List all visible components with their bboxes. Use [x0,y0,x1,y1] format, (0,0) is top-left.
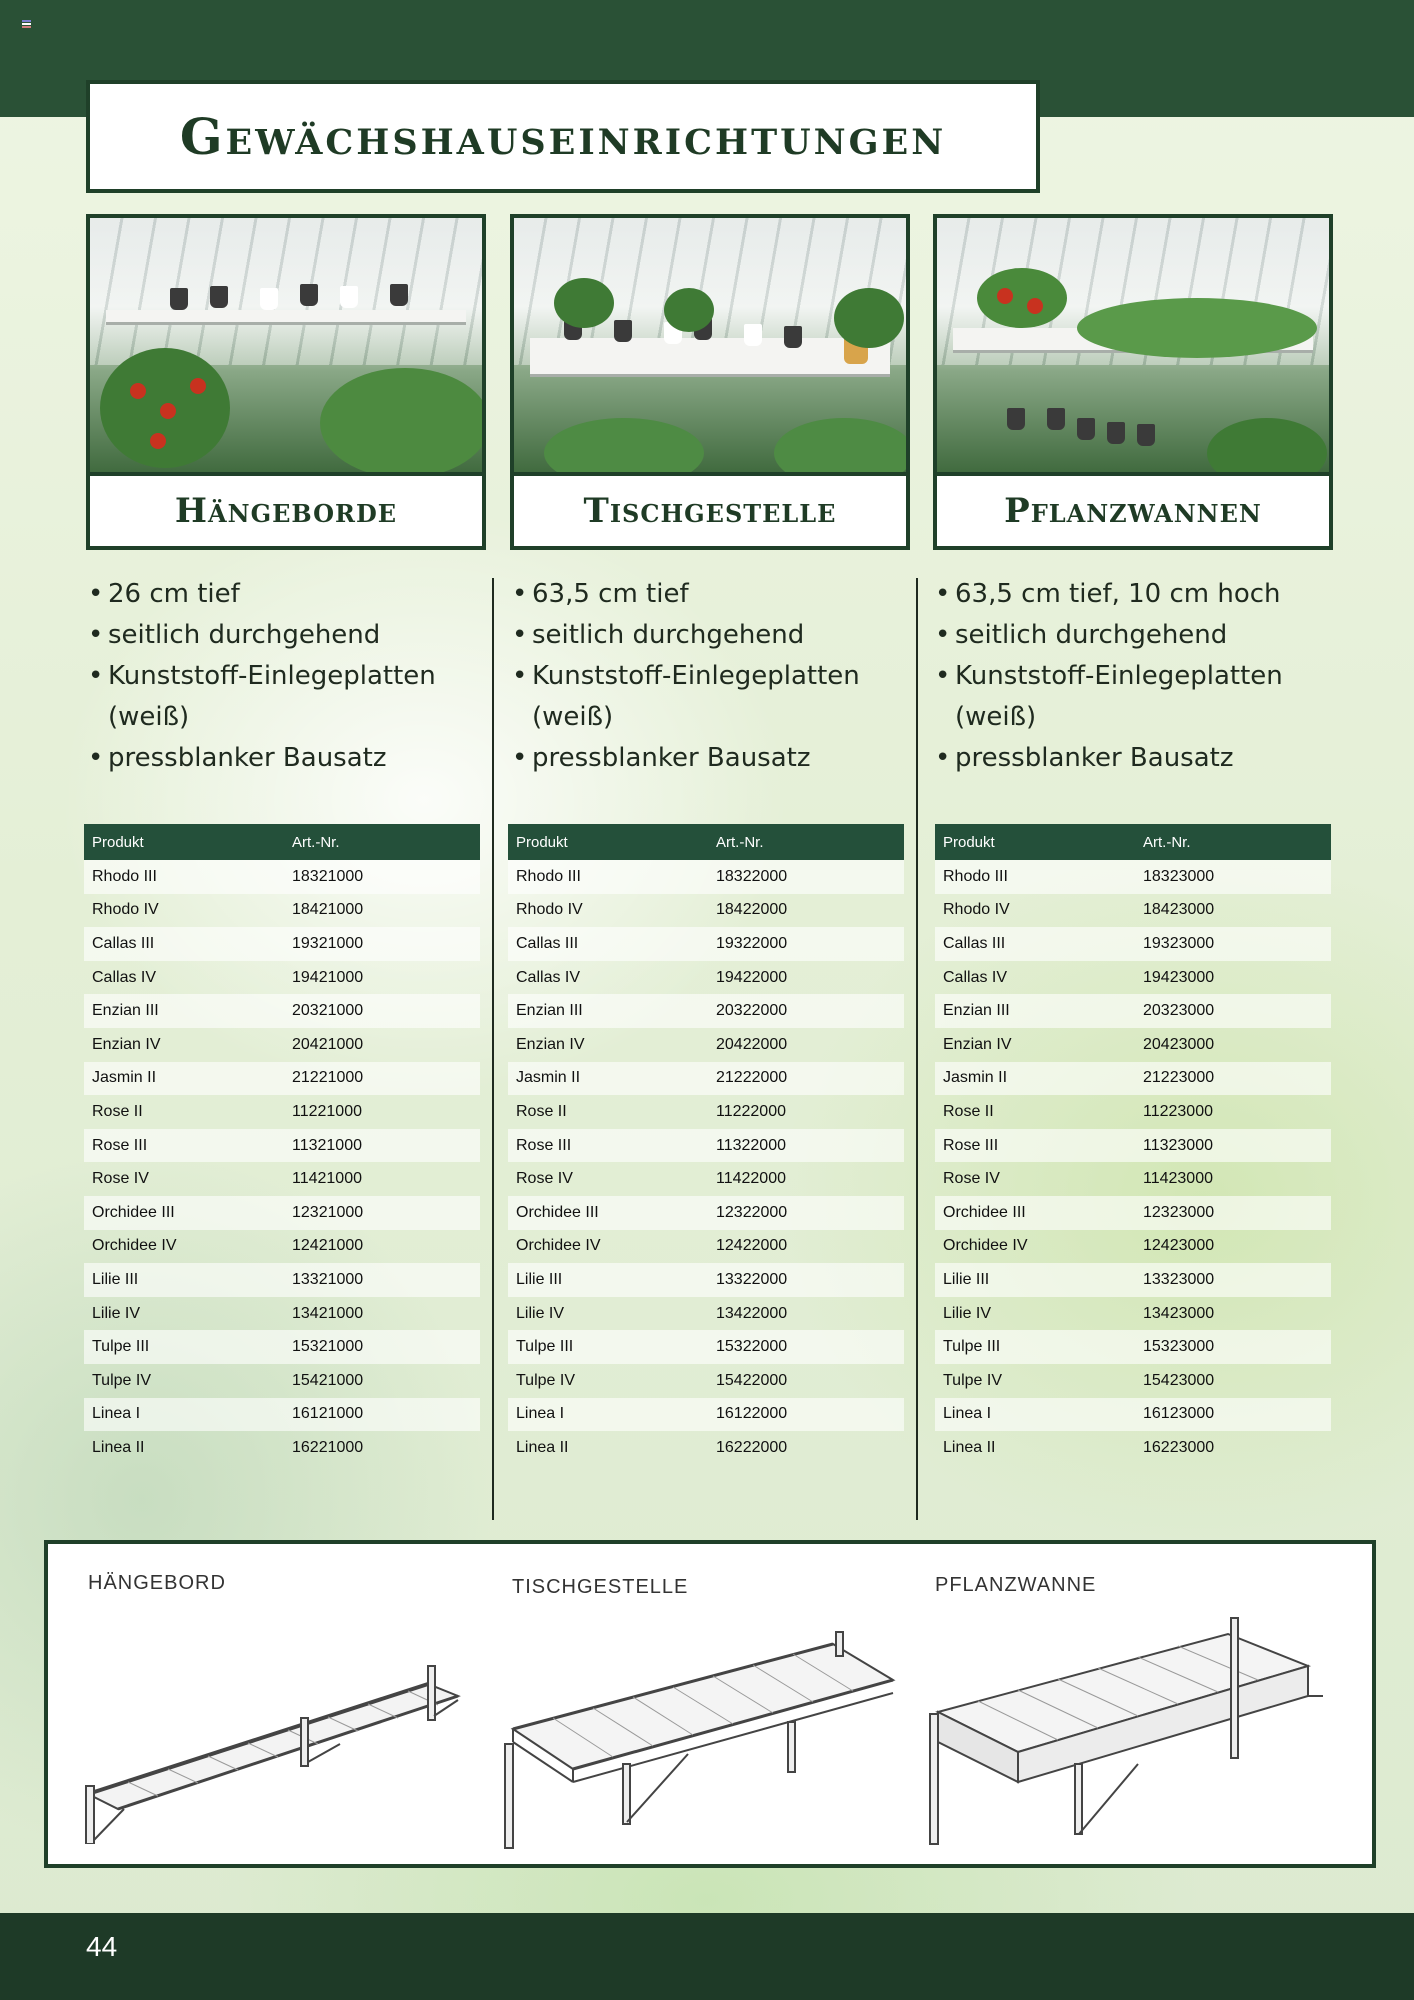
article-number-cell: 13322000 [708,1263,904,1297]
table-row [935,927,1331,961]
article-number-cell: 11322000 [708,1129,904,1163]
product-cell: Jasmin II [935,1062,1135,1096]
table-row [935,1297,1331,1331]
article-number-cell: 19323000 [1135,927,1331,961]
diagram-label-pflanzwanne: PFLANZWANNE [935,1574,1097,1596]
article-number-cell: 20323000 [1135,994,1331,1028]
feature-list [510,574,910,779]
table-row [508,1330,904,1364]
feature-item: • seitlich durchgehend [935,620,1228,650]
table-row [84,860,480,894]
table-row [508,1364,904,1398]
product-cell: Tulpe IV [943,1371,1002,1389]
table-row [935,1431,1331,1465]
product-cell: Rose IV [516,1170,573,1188]
article-number-cell: 20422000 [716,1035,788,1053]
table-row [508,961,904,995]
table-row [84,1263,480,1297]
product-cell: Linea I [508,1398,708,1432]
table-row [935,994,1331,1028]
table-row [84,1364,480,1398]
product-cell: Rhodo IV [92,901,159,919]
article-number-cell: 11422000 [716,1170,786,1188]
table-row [84,1398,480,1432]
column-divider [492,578,494,1520]
tischgestelle-drawing [503,1604,923,1854]
table-row [84,1330,480,1364]
article-number-cell: 11221000 [292,1102,362,1120]
heading-tischgestelle: Tischgestelle [583,491,837,531]
product-cell: Lilie III [935,1263,1135,1297]
article-number-cell: 18321000 [284,860,480,894]
table-row [508,1129,904,1163]
feature-item: • 63,5 cm tief [512,579,689,609]
diagram-label-haengebord: HÄNGEBORD [88,1572,226,1594]
product-cell: Lilie III [84,1263,284,1297]
label-pflanzwannen [933,472,1333,550]
title-box [86,80,1040,193]
article-table-haengeborde [84,824,480,1465]
table-row [508,894,904,928]
product-cell: Rose IV [92,1170,149,1188]
product-cell: Jasmin II [84,1062,284,1096]
product-cell: Rose III [935,1129,1135,1163]
product-cell: Linea II [92,1438,145,1456]
haengebord-drawing [78,1604,478,1844]
pflanzwanne-drawing [928,1604,1348,1854]
table-row [508,994,904,1028]
article-number-cell: 21223000 [1135,1062,1331,1096]
table-row [84,1230,480,1264]
product-cell: Callas III [84,927,284,961]
article-number-cell: 13421000 [292,1304,364,1322]
table-header-cell: Art.-Nr. [708,824,904,860]
product-cell: Linea I [84,1398,284,1432]
table-row [508,1431,904,1465]
feature-item: • pressblanker Bausatz [512,743,811,773]
label-haengeborde [86,472,486,550]
article-number-cell: 20423000 [1143,1035,1215,1053]
product-cell: Enzian IV [943,1035,1012,1053]
feature-item: • Kunststoff-Einlegeplatten (weiß) [88,661,436,732]
table-row [84,1095,480,1129]
table-header-row [508,824,904,860]
heading-haengeborde: Hängeborde [174,491,398,531]
article-number-cell: 13422000 [716,1304,788,1322]
article-number-cell: 18422000 [716,901,788,919]
feature-item: • 63,5 cm tief, 10 cm hoch [935,579,1281,609]
product-cell: Tulpe III [935,1330,1135,1364]
product-cell: Rose II [92,1102,143,1120]
product-cell: Enzian III [508,994,708,1028]
article-number-cell: 13323000 [1135,1263,1331,1297]
article-number-cell: 16221000 [292,1438,364,1456]
article-number-cell: 16123000 [1135,1398,1331,1432]
article-number-cell: 12321000 [284,1196,480,1230]
product-cell: Enzian IV [92,1035,161,1053]
article-number-cell: 18423000 [1143,901,1215,919]
product-cell: Lilie III [508,1263,708,1297]
product-cell: Rhodo III [508,860,708,894]
article-number-cell: 11323000 [1135,1129,1331,1163]
table-row [84,1297,480,1331]
product-cell: Rose III [508,1129,708,1163]
article-table-tischgestelle [508,824,904,1465]
table-row [508,1162,904,1196]
table-row [508,1028,904,1062]
product-cell: Rose II [943,1102,994,1120]
table-row [84,1162,480,1196]
table-header-cell: Produkt [84,824,284,860]
product-cell: Rose IV [943,1170,1000,1188]
product-cell: Enzian III [84,994,284,1028]
product-cell: Orchidee III [508,1196,708,1230]
feature-item: • Kunststoff-Einlegeplatten (weiß) [512,661,860,732]
article-number-cell: 18323000 [1135,860,1331,894]
table-row [935,1398,1331,1432]
table-row [84,1129,480,1163]
table-row [84,1196,480,1230]
table-row [508,1196,904,1230]
product-cell: Rhodo III [935,860,1135,894]
product-cell: Linea II [516,1438,569,1456]
table-row [84,1431,480,1465]
article-number-cell: 12421000 [292,1237,364,1255]
article-number-cell: 12322000 [708,1196,904,1230]
product-cell: Callas IV [92,968,157,986]
article-number-cell: 16223000 [1143,1438,1215,1456]
table-row [84,1062,480,1096]
product-cell: Rhodo IV [516,901,583,919]
table-header-row [935,824,1331,860]
page-number: 44 [86,1931,118,1962]
product-cell: Jasmin II [508,1062,708,1096]
table-header-cell: Produkt [935,824,1135,860]
article-table-pflanzwannen [935,824,1331,1465]
diagram-label-tischgestelle: TISCHGESTELLE [512,1576,689,1598]
flag-icon [22,20,31,28]
article-number-cell: 16121000 [284,1398,480,1432]
article-number-cell: 19322000 [708,927,904,961]
product-cell: Orchidee IV [943,1237,1028,1255]
article-number-cell: 12422000 [716,1237,788,1255]
product-cell: Lilie IV [92,1304,141,1322]
table-row [935,961,1331,995]
table-row [508,1263,904,1297]
column-pflanzwannen [933,214,1333,779]
article-number-cell: 19421000 [292,968,364,986]
product-cell: Tulpe IV [92,1371,151,1389]
article-number-cell: 18322000 [708,860,904,894]
article-number-cell: 15422000 [716,1371,788,1389]
article-number-cell: 15322000 [708,1330,904,1364]
product-cell: Tulpe IV [516,1371,575,1389]
article-number-cell: 15323000 [1135,1330,1331,1364]
article-number-cell: 20421000 [292,1035,364,1053]
article-number-cell: 21222000 [708,1062,904,1096]
feature-item: • seitlich durchgehend [512,620,805,650]
article-number-cell: 15423000 [1143,1371,1215,1389]
table-header-row [84,824,480,860]
table-row [935,1196,1331,1230]
table-header-cell: Art.-Nr. [284,824,480,860]
article-number-cell: 21221000 [284,1062,480,1096]
article-number-cell: 16122000 [708,1398,904,1432]
column-tischgestelle [510,214,910,779]
table-header-cell: Produkt [508,824,708,860]
article-number-cell: 11222000 [716,1102,786,1120]
product-cell: Callas IV [516,968,581,986]
feature-item: • 26 cm tief [88,579,240,609]
article-number-cell: 20321000 [284,994,480,1028]
feature-item: • Kunststoff-Einlegeplatten (weiß) [935,661,1283,732]
product-cell: Rhodo IV [943,901,1010,919]
product-cell: Orchidee III [935,1196,1135,1230]
product-cell: Orchidee IV [516,1237,601,1255]
heading-pflanzwannen: Pflanzwannen [1004,491,1262,531]
product-cell: Orchidee IV [92,1237,177,1255]
greenhouse-photo-pflanzwannen [933,214,1333,476]
product-cell: Callas IV [943,968,1008,986]
product-cell: Rose II [516,1102,567,1120]
article-number-cell: 13321000 [284,1263,480,1297]
greenhouse-photo-haengeborde [86,214,486,476]
feature-list [933,574,1333,779]
product-cell: Rhodo III [84,860,284,894]
table-row [508,860,904,894]
table-row [935,1062,1331,1096]
table-row [508,1297,904,1331]
table-row [84,961,480,995]
product-cell: Enzian III [935,994,1135,1028]
greenhouse-photo-tischgestelle [510,214,910,476]
article-number-cell: 19423000 [1143,968,1215,986]
table-row [84,894,480,928]
table-row [508,1230,904,1264]
product-cell: Lilie IV [943,1304,992,1322]
feature-item: • pressblanker Bausatz [935,743,1234,773]
diagram-box [44,1540,1376,1868]
article-number-cell: 13423000 [1143,1304,1215,1322]
table-row [935,1330,1331,1364]
article-number-cell: 20322000 [708,994,904,1028]
column-divider [916,578,918,1520]
table-row [935,1364,1331,1398]
feature-item: • seitlich durchgehend [88,620,381,650]
table-row [935,1230,1331,1264]
article-number-cell: 11223000 [1143,1102,1213,1120]
table-row [508,927,904,961]
product-cell: Enzian IV [516,1035,585,1053]
table-row [935,1263,1331,1297]
article-number-cell: 12423000 [1143,1237,1215,1255]
product-cell: Rose III [84,1129,284,1163]
table-row [84,927,480,961]
product-cell: Tulpe III [508,1330,708,1364]
table-header-cell: Art.-Nr. [1135,824,1331,860]
article-number-cell: 11423000 [1143,1170,1213,1188]
page-title: Gewächshauseinrichtungen [179,107,947,166]
table-row [84,1028,480,1062]
table-row [935,1028,1331,1062]
product-cell: Callas III [508,927,708,961]
table-row [935,1162,1331,1196]
product-cell: Callas III [935,927,1135,961]
product-cell: Tulpe III [84,1330,284,1364]
article-number-cell: 15421000 [292,1371,364,1389]
column-haengeborde [86,214,486,779]
table-row [935,1095,1331,1129]
article-number-cell: 19321000 [284,927,480,961]
product-cell: Linea II [943,1438,996,1456]
table-row [508,1062,904,1096]
product-cell: Linea I [935,1398,1135,1432]
table-row [935,860,1331,894]
table-row [508,1398,904,1432]
article-number-cell: 19422000 [716,968,788,986]
article-number-cell: 11321000 [284,1129,480,1163]
article-number-cell: 15321000 [284,1330,480,1364]
table-row [508,1095,904,1129]
feature-list [86,574,486,779]
product-cell: Lilie IV [516,1304,565,1322]
label-tischgestelle [510,472,910,550]
feature-item: • pressblanker Bausatz [88,743,387,773]
table-row [935,894,1331,928]
article-number-cell: 12323000 [1135,1196,1331,1230]
table-row [84,994,480,1028]
product-cell: Orchidee III [84,1196,284,1230]
article-number-cell: 16222000 [716,1438,788,1456]
footer-band [0,1913,1414,2000]
article-number-cell: 18421000 [292,901,364,919]
table-row [935,1129,1331,1163]
article-number-cell: 11421000 [292,1170,362,1188]
